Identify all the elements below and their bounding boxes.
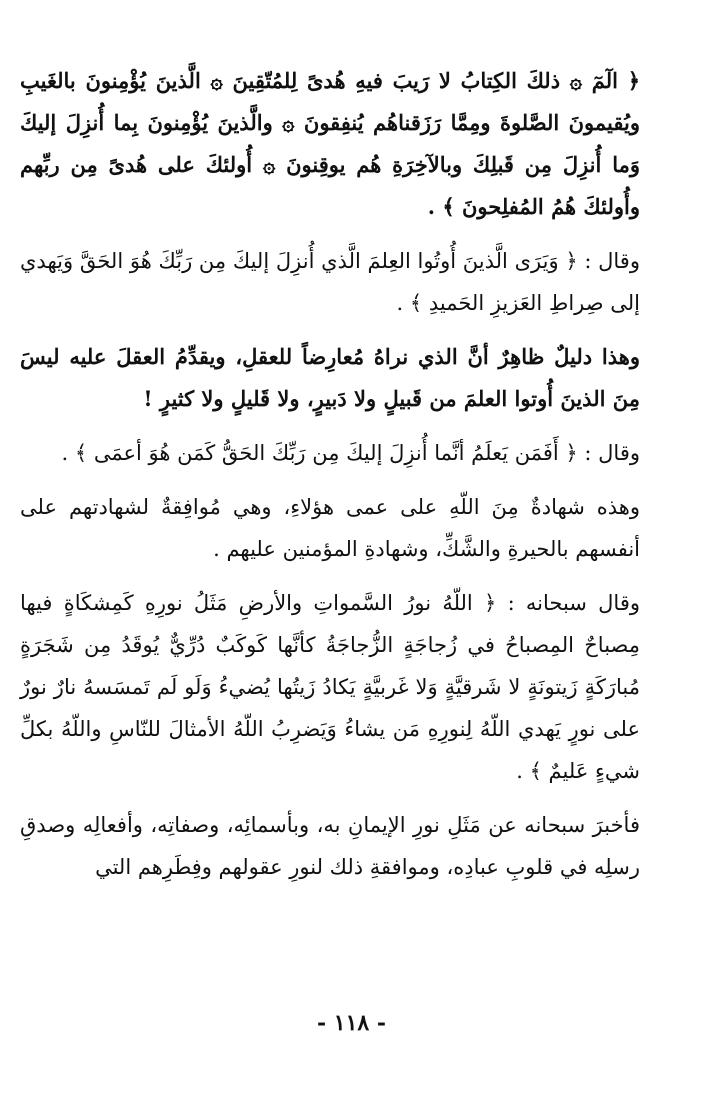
page-body	[20, 60, 640, 900]
paragraph-testimony: وهذه شهادةٌ مِنَ اللّهِ على عمى هؤلاءِ، وهي مُوافِقةٌ لشهادتهم على أنفسهم بالحيرةِ والشَّكِّ، وشهادةِ المؤمنين عليهم .	[20, 495, 640, 561]
page-number: - ١١٨ -	[316, 1010, 387, 1036]
paragraph-quran-nur: وقال سبحانه : ﴿ اللّهُ نورُ السَّمواتِ والأرضِ مَثَلُ نورِهِ كَمِشكَاةٍ فيها مِصباحٌ المِصباحُ في زُجاجَةٍ الزُّجاجَةُ كأنَّها كَوكَبٌ دُرِّيٌّ يُوقَدُ مِن شَجَرَةٍ مُبارَكَةٍ زَيتونَةٍ لا شَرقيَّةٍ وَلا غَربيَّةٍ يَكادُ زَيتُها يُضيءُ وَلَو لَم تَمسَسهُ نارٌ نورٌ على نورٍ يَهدي اللّهُ لِنورِهِ مَن يشاءُ وَيَضرِبُ اللّهُ الأمثالَ للنّاسِ واللّهُ بكلِّ شيءٍ عَليمٌ ﴾ .	[20, 591, 640, 783]
paragraph-argument: وهذا دليلٌ ظاهِرٌ أنَّ الذي نراهُ مُعارِضاً للعقلِ، ويقدِّمُ العقلَ عليه ليسَ مِنَ الذينَ أُوتوا العلمَ من قَبيلٍ ولا دَبيرٍ، ولا قَليلٍ ولا كثيرٍ !	[20, 344, 640, 411]
paragraph-quran-saba: وقال : ﴿ وَيَرَى الَّذينَ أُوتُوا العِلمَ الَّذي أُنزِلَ إليكَ مِن رَبِّكَ هُوَ الحَقَّ وَيَهدي إلى صِراطِ العَزيزِ الحَميدِ ﴾ .	[20, 249, 640, 315]
paragraph-quran-raad: وقال : ﴿ أَفَمَن يَعلَمُ أنَّما أُنزِلَ إليكَ مِن رَبِّكَ الحَقُّ كَمَن هُوَ أعمَى ﴾ .	[61, 441, 640, 465]
paragraph-quran-baqarah: ﴿ الٓمٓ ۞ ذلكَ الكِتابُ لا رَيبَ فيهِ هُدىً لِلمُتّقِينَ ۞ الَّذينَ يُؤْمِنونَ بالغَيبِ ويُقيمونَ الصَّلوةَ ومِمَّا رَزَقناهُم يُنفِقونَ ۞ والَّذينَ يُؤْمِنونَ بِما أُنزِلَ إليكَ وَما أُنزِلَ مِن قَبلِكَ وبالآخِرَةِ هُم يوقِنونَ ۞ أُولئكَ على هُدىً مِن ربِّهم وأُولئكَ هُمُ المُفلِحونَ ﴾ .	[20, 68, 640, 219]
paragraph-explanation: فأخبرَ سبحانه عن مَثَلِ نورِ الإيمانِ به، وبأسمائِه، وصفاتِه، وأفعالِه وصدقِ رسلِه في قلوبِ عبادِه، وموافقةِ ذلك لنورِ عقولهم وفِطَرِهم التي	[20, 813, 640, 879]
